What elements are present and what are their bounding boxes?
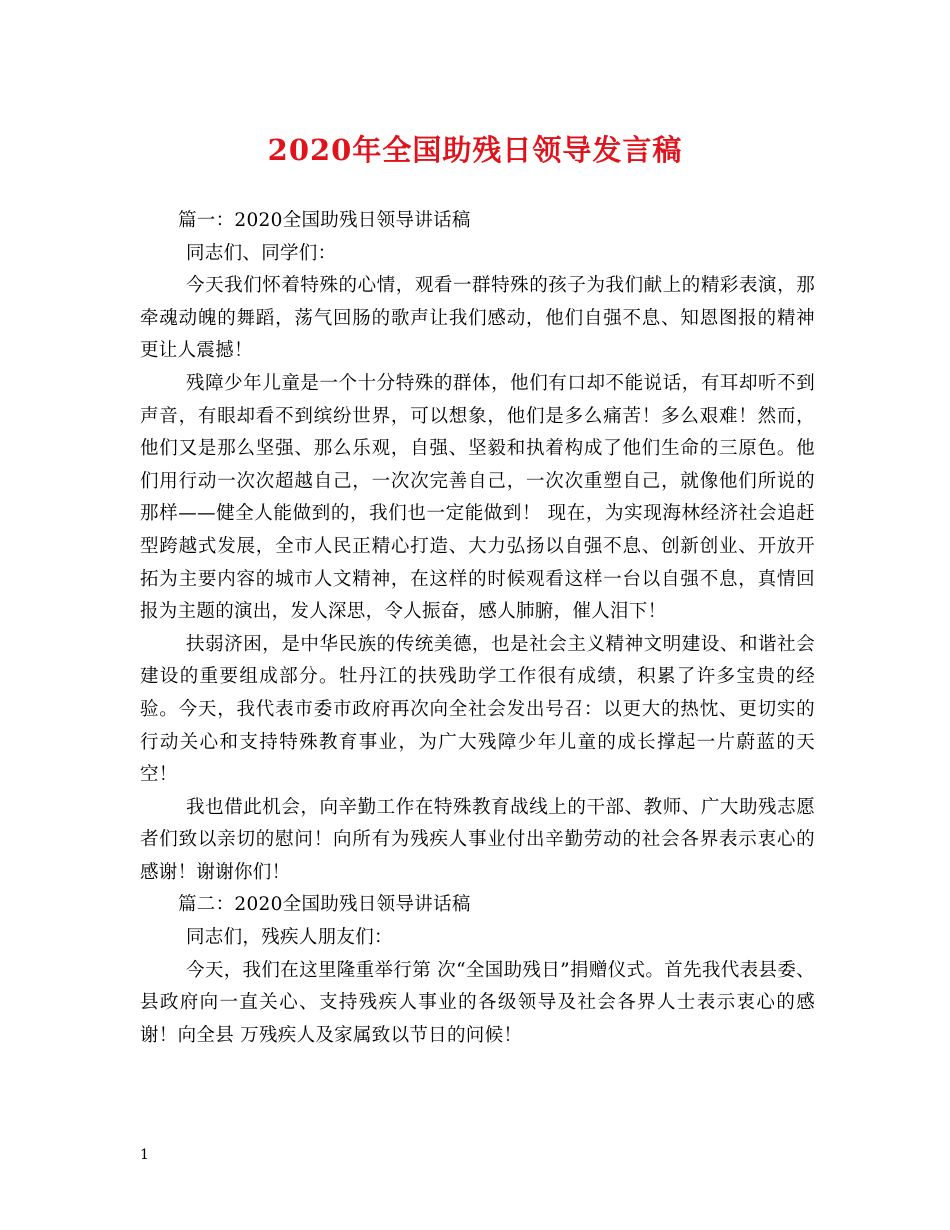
document-body xyxy=(140,205,815,1052)
paragraph: 今天我们怀着特殊的心情，观看一群特殊的孩子为我们献上的精彩表演，那牵魂动魄的舞蹈，荡气回肠的歌声让我们感动，他们自强不息、知恩图报的精神更让人震撼！ xyxy=(140,275,815,362)
section-heading: 篇一：2020全国助残日领导讲话稿 xyxy=(178,210,471,231)
paragraph: 我也借此机会，向辛勤工作在特殊教育战线上的干部、教师、广大助残志愿者们致以亲切的慰问！向所有为残疾人事业付出辛勤劳动的社会各界表示衷心的感谢！谢谢你们！ xyxy=(140,796,815,883)
section-heading: 篇二：2020全国助残日领导讲话稿 xyxy=(178,894,471,916)
paragraph: 残障少年儿童是一个十分特殊的群体，他们有口却不能说话，有耳却听不到声音，有眼却看不到缤纷世界，可以想象，他们是多么痛苦！多么艰难！然而，他们又是那么坚强、那么乐观，自强、坚毅和执着构成了他们生命的三原色。他们用行动一次次超越自己，一次次完善自己，一次次重塑自己，就像他们所说的那样——健全人能做到的，我们也一定能做到！ 现在，为实现海林经济社会追赶型跨越式发展，全市人民正精心打造、大力弘扬以自强不息、创新创业、开放开拓为主要内容的城市人文精神，在这样的时候观看这样一台以自强不息，真情回报为主题的演出，发人深思，令人振奋，感人肺腑，催人泪下！ xyxy=(140,372,815,623)
section-greeting: 同志们、同学们： xyxy=(186,242,337,264)
paragraph: 扶弱济困，是中华民族的传统美德，也是社会主义精神文明建设、和谐社会建设的重要组成部分。牡丹江的扶残助学工作很有成绩，积累了许多宝贵的经验。今天，我代表市委市政府再次向全社会发出号召：以更大的热忱、更切实的行动关心和支持特殊教育事业，为广大残障少年儿童的成长撑起一片蔚蓝的天空！ xyxy=(140,633,815,786)
paragraph: 今天，我们在这里隆重举行第 次“全国助残日”捐赠仪式。首先我代表县委、县政府向一直关心、支持残疾人事业的各级领导及社会各界人士表示衷心的感谢！向全县 万残疾人及家属致以节日的问候！ xyxy=(140,959,815,1046)
section-1 xyxy=(140,205,815,889)
document-title: 2020年全国助残日领导发言稿 xyxy=(267,133,683,167)
page-number: 1 xyxy=(140,1147,149,1163)
section-2 xyxy=(140,889,815,1052)
section-greeting: 同志们，残疾人朋友们： xyxy=(186,927,393,949)
